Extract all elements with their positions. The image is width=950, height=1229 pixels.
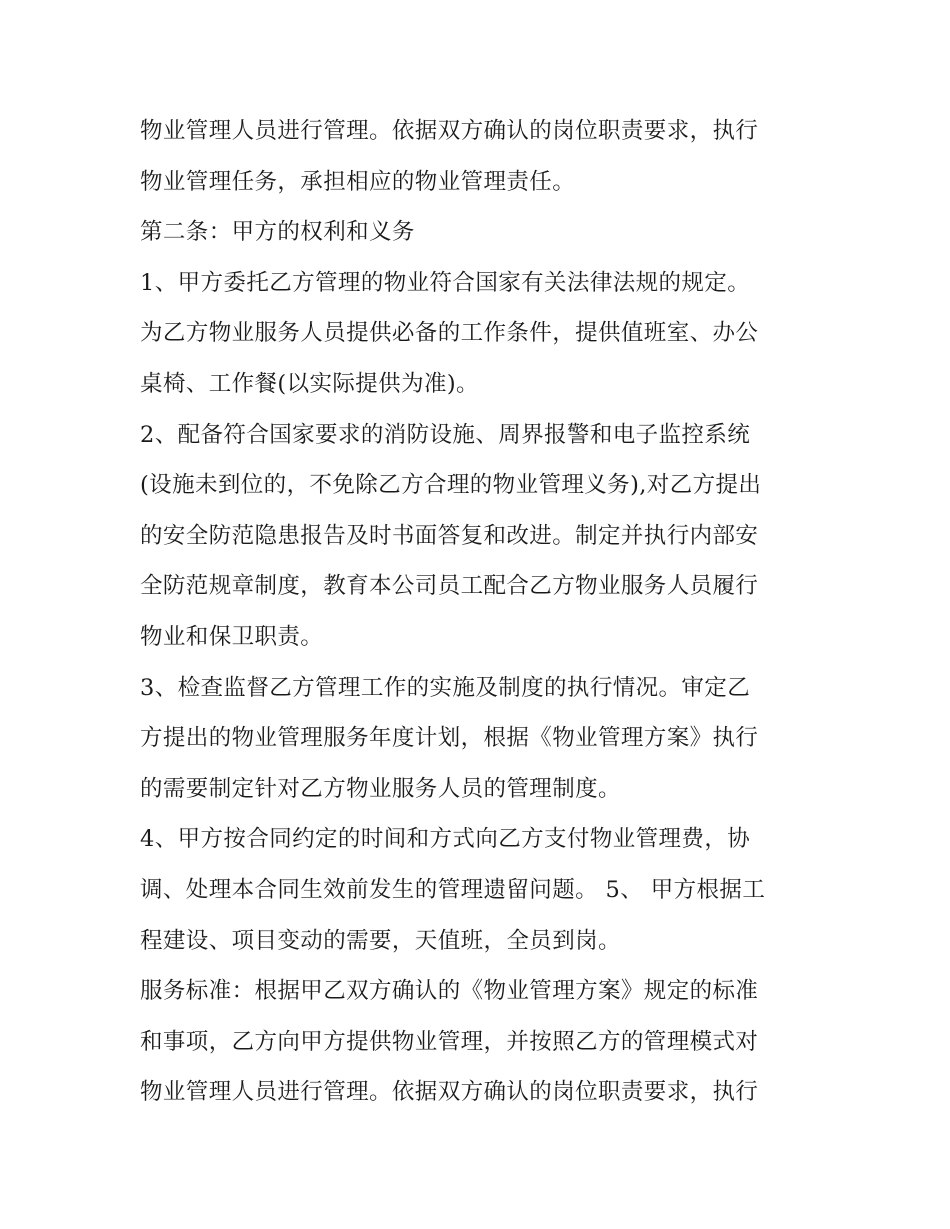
text-line: 方提出的物业管理服务年度计划，根据《物业管理方案》执行	[140, 725, 759, 752]
text-line: 的需要制定针对乙方物业服务人员的管理制度。	[140, 775, 621, 802]
text-line: 全防范规章制度，教育本公司员工配合乙方物业服务人员履行	[140, 573, 759, 600]
text-line: 2、配备符合国家要求的消防设施、周界报警和电子监控系统	[140, 421, 751, 448]
text-line: 物业和保卫职责。	[140, 623, 324, 650]
text-line: 桌椅、工作餐(以实际提供为准)。	[140, 370, 479, 397]
text-line: 的安全防范隐患报告及时书面答复和改进。制定并执行内部安	[140, 522, 759, 549]
text-line: 4、甲方按合同约定的时间和方式向乙方支付物业管理费，协	[140, 826, 751, 853]
document-body	[140, 106, 820, 1118]
text-line: 3、检查监督乙方管理工作的实施及制度的执行情况。审定乙	[140, 674, 751, 701]
text-line: 服务标准：根据甲乙双方确认的《物业管理方案》规定的标准	[140, 978, 759, 1005]
text-line: 为乙方物业服务人员提供必备的工作条件，提供值班室、办公	[140, 320, 759, 347]
text-line: 调、处理本合同生效前发生的管理遗留问题。 5、 甲方根据工	[140, 876, 766, 903]
text-line: 物业管理人员进行管理。依据双方确认的岗位职责要求，执行	[140, 1079, 759, 1106]
section-heading: 第二条：甲方的权利和义务	[140, 219, 415, 246]
text-line: 程建设、项目变动的需要，天值班，全员到岗。	[140, 927, 621, 954]
text-line: 1、甲方委托乙方管理的物业符合国家有关法律法规的规定。	[140, 269, 751, 296]
text-line: 和事项，乙方向甲方提供物业管理，并按照乙方的管理模式对	[140, 1028, 759, 1055]
text-line: 物业管理人员进行管理。依据双方确认的岗位职责要求，执行	[140, 118, 759, 144]
text-line: 物业管理任务，承担相应的物业管理责任。	[140, 168, 576, 195]
text-line: (设施未到位的，不免除乙方合理的物业管理义务),对乙方提出	[140, 472, 762, 499]
